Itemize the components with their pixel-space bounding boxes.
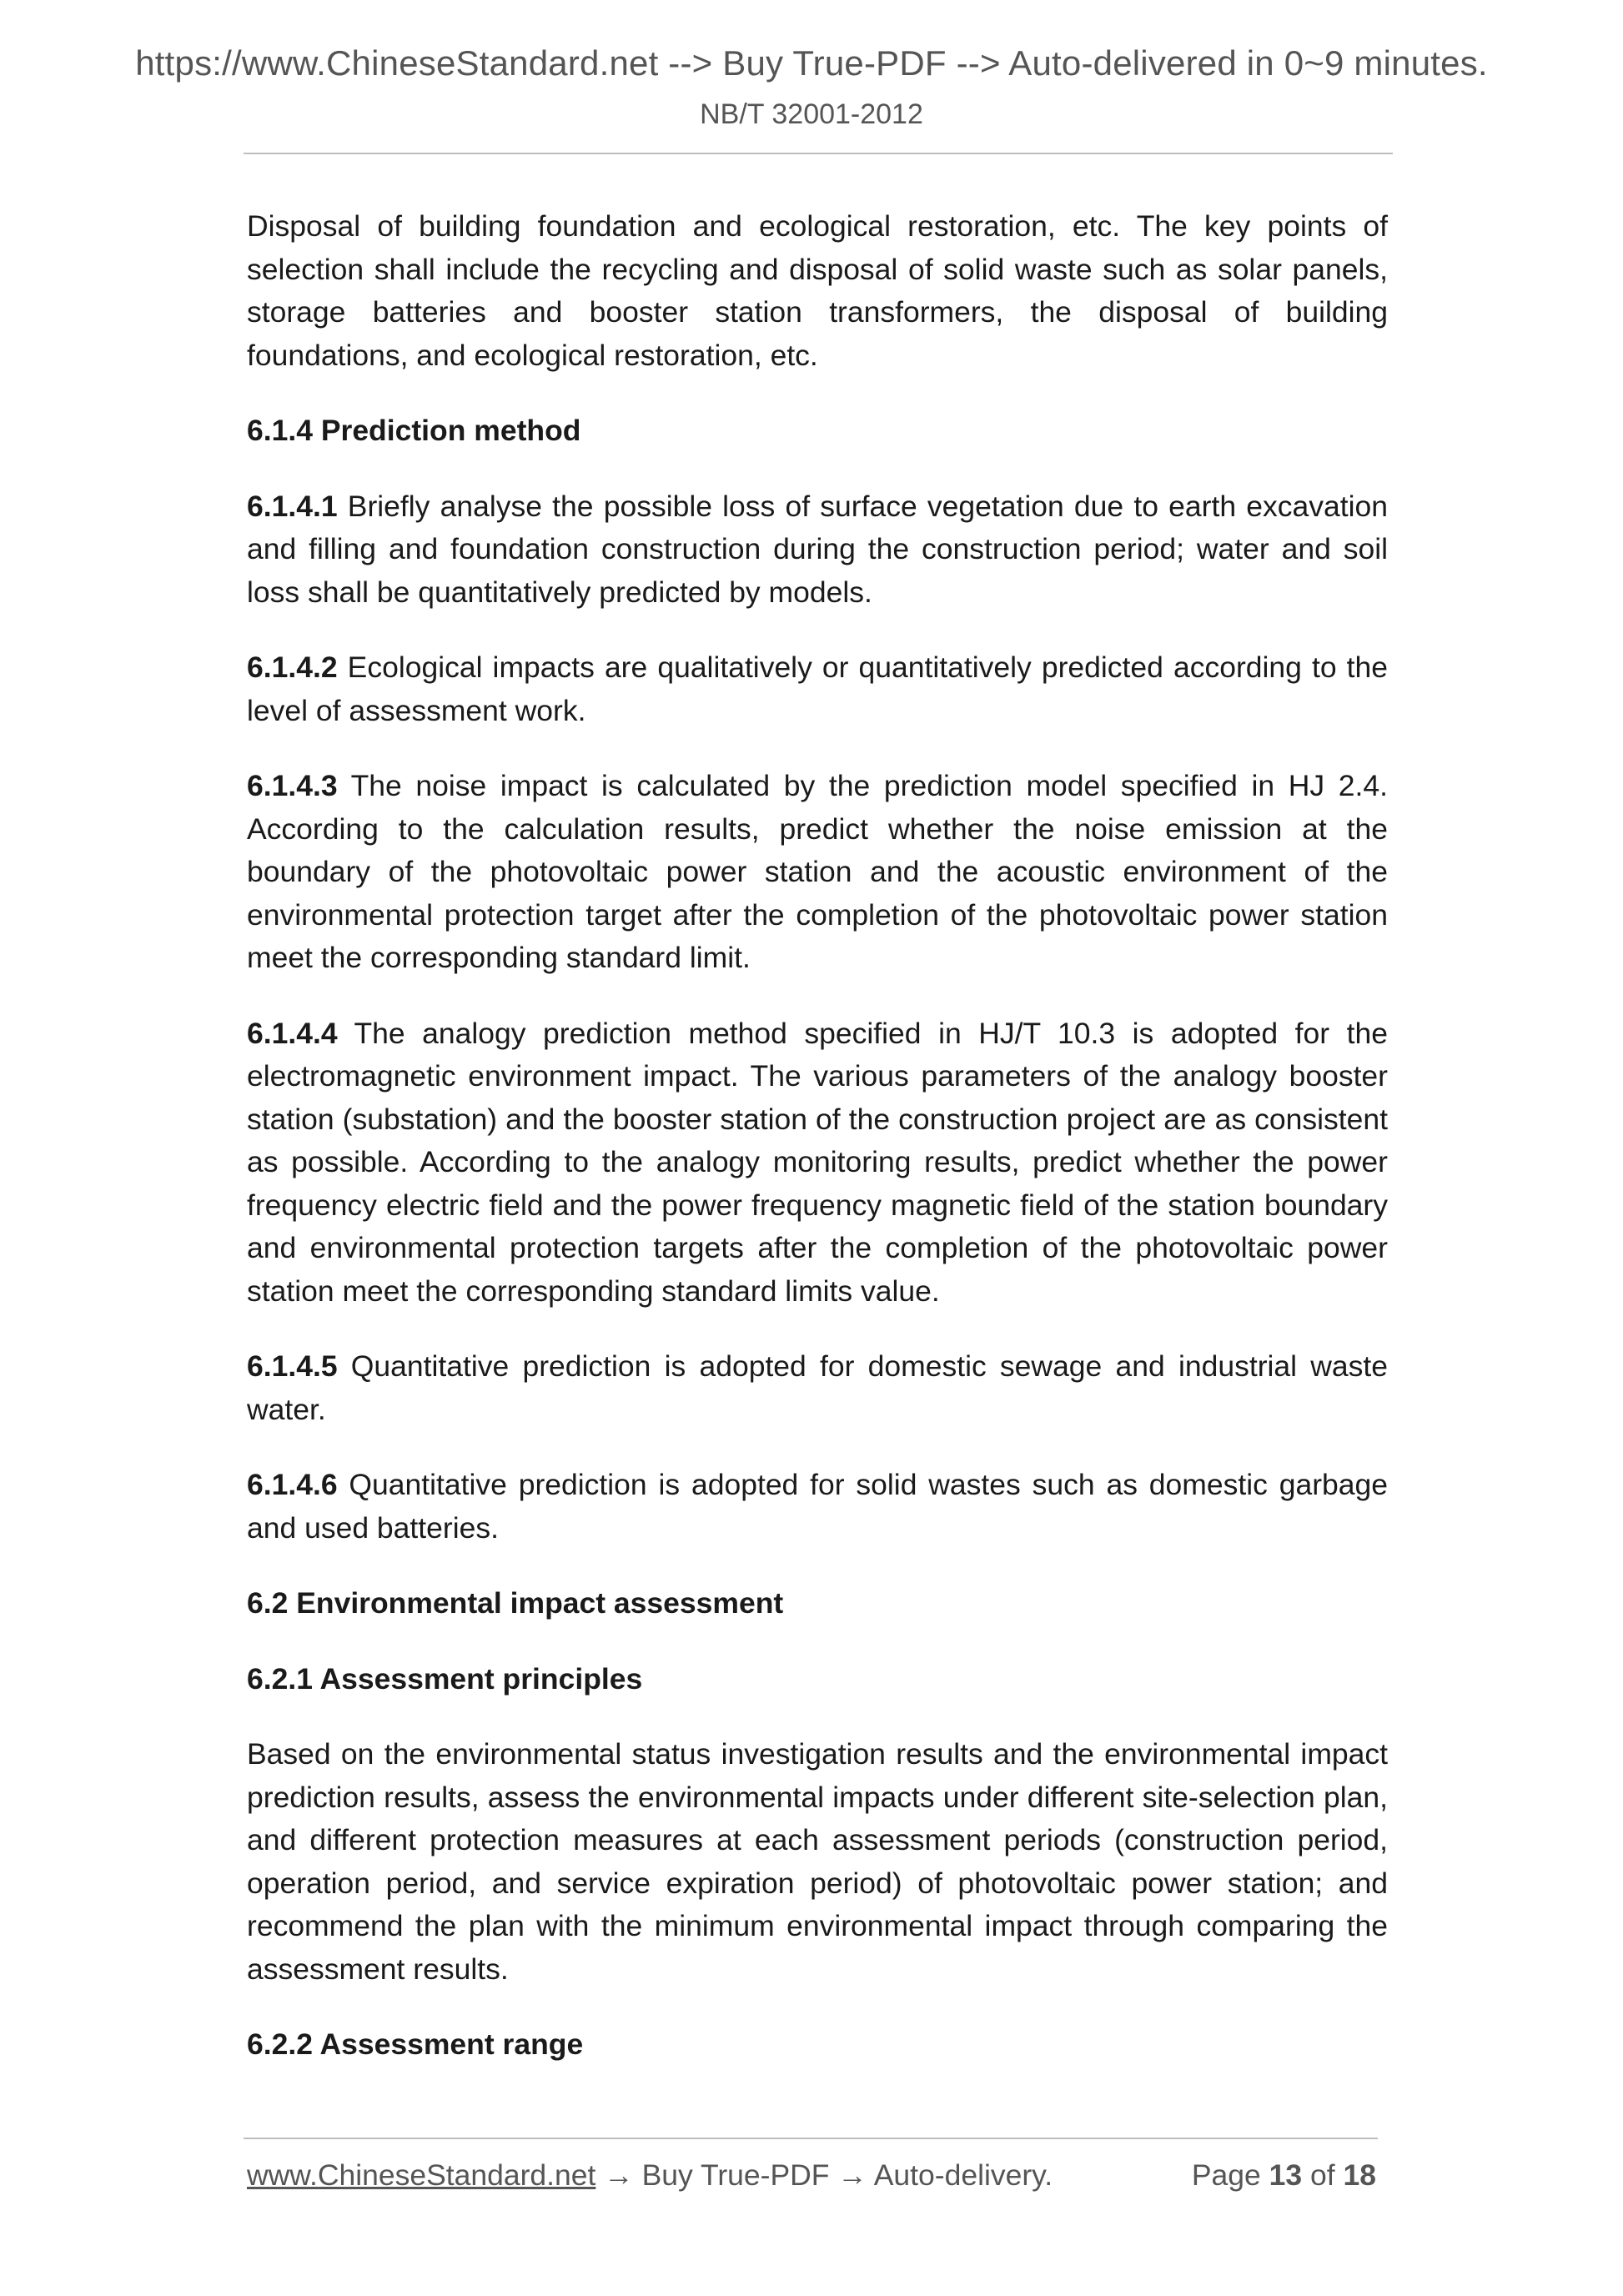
top-banner: https://www.ChineseStandard.net --> Buy True-PDF --> Auto-delivered in 0~9 minutes. <box>135 43 1488 83</box>
clause-number: 6.1.4.5 <box>247 1349 338 1383</box>
header-divider <box>244 153 1393 154</box>
heading-6-2-1: 6.2.1 Assessment principles <box>247 1661 643 1696</box>
clause-number: 6.1.4.2 <box>247 651 338 684</box>
clause-6-1-4-4 <box>247 1012 1388 1314</box>
page-of: of <box>1302 2158 1344 2192</box>
page-label: Page <box>1191 2158 1269 2192</box>
clause-number: 6.1.4.3 <box>247 769 338 802</box>
clause-number: 6.1.4.6 <box>247 1468 338 1501</box>
clause-6-1-4-1 <box>247 485 1388 615</box>
footer-site-link[interactable]: www.ChineseStandard.net <box>247 2158 596 2192</box>
heading-6-1-4: 6.1.4 Prediction method <box>247 414 581 447</box>
footer-promo <box>247 2158 1053 2193</box>
clause-6-1-4-2 <box>247 646 1388 732</box>
clause-text: Quantitative prediction is adopted for solid wastes such as domestic garbage and used batteries. <box>247 1468 1388 1545</box>
clause-text: Ecological impacts are qualitatively or quantitatively predicted according to the level of assessment work. <box>247 651 1388 727</box>
clause-6-1-4-3 <box>247 765 1388 980</box>
paragraph-intro: Disposal of building foundation and ecological restoration, etc. The key points of selection shall include the recycling and disposal of solid waste such as solar panels, storage batteries and booster station transformers, the disposal of building foundations, and ecological restoration, etc. <box>247 209 1388 372</box>
footer-promo-text: → Buy True-PDF → Auto-delivery. <box>595 2158 1053 2192</box>
page-total: 18 <box>1343 2158 1376 2192</box>
heading-6-2-2: 6.2.2 Assessment range <box>247 2027 584 2061</box>
clause-text: The noise impact is calculated by the prediction model specified in HJ 2.4. According to the calculation results, predict whether the noise emission at the boundary of the photovoltaic power station and the acoustic environment of the environmental protection target after the completion of the photovoltaic power station meet the corresponding standard limit. <box>247 769 1388 974</box>
page-indicator <box>1192 2158 1376 2193</box>
document-code: NB/T 32001-2012 <box>700 98 923 130</box>
clause-text: Briefly analyse the possible loss of surface vegetation due to earth excavation and filling and foundation construction during the construction period; water and soil loss shall be quantitatively predicted by models. <box>247 489 1388 609</box>
clause-text: The analogy prediction method specified in HJ/T 10.3 is adopted for the electromagnetic environment impact. The various parameters of the analogy booster station (substation) and the booster station of the construction project are as consistent as possible. According to the analogy monitoring results, predict whether the power frequency electric field and the power frequency magnetic field of the station boundary and environmental protection targets after the completion of the photovoltaic power station meet the corresponding standard limits value. <box>247 1016 1388 1308</box>
clause-6-1-4-6 <box>247 1464 1388 1550</box>
paragraph-6-2-1: Based on the environmental status investigation results and the environmental impact prediction results, assess the environmental impacts under different site-selection plan, and different protection measures at each assessment periods (construction period, operation period, and service expiration period) of photovoltaic power station; and recommend the plan with the minimum environmental impact through comparing the assessment results. <box>247 1737 1388 1986</box>
clause-text: Quantitative prediction is adopted for domestic sewage and industrial waste water. <box>247 1349 1388 1426</box>
clause-6-1-4-5 <box>247 1345 1388 1431</box>
page-content <box>247 205 1388 2099</box>
clause-number: 6.1.4.1 <box>247 489 338 523</box>
footer-divider <box>244 2138 1378 2139</box>
clause-number: 6.1.4.4 <box>247 1016 338 1050</box>
heading-6-2: 6.2 Environmental impact assessment <box>247 1586 784 1620</box>
page-current: 13 <box>1269 2158 1303 2192</box>
